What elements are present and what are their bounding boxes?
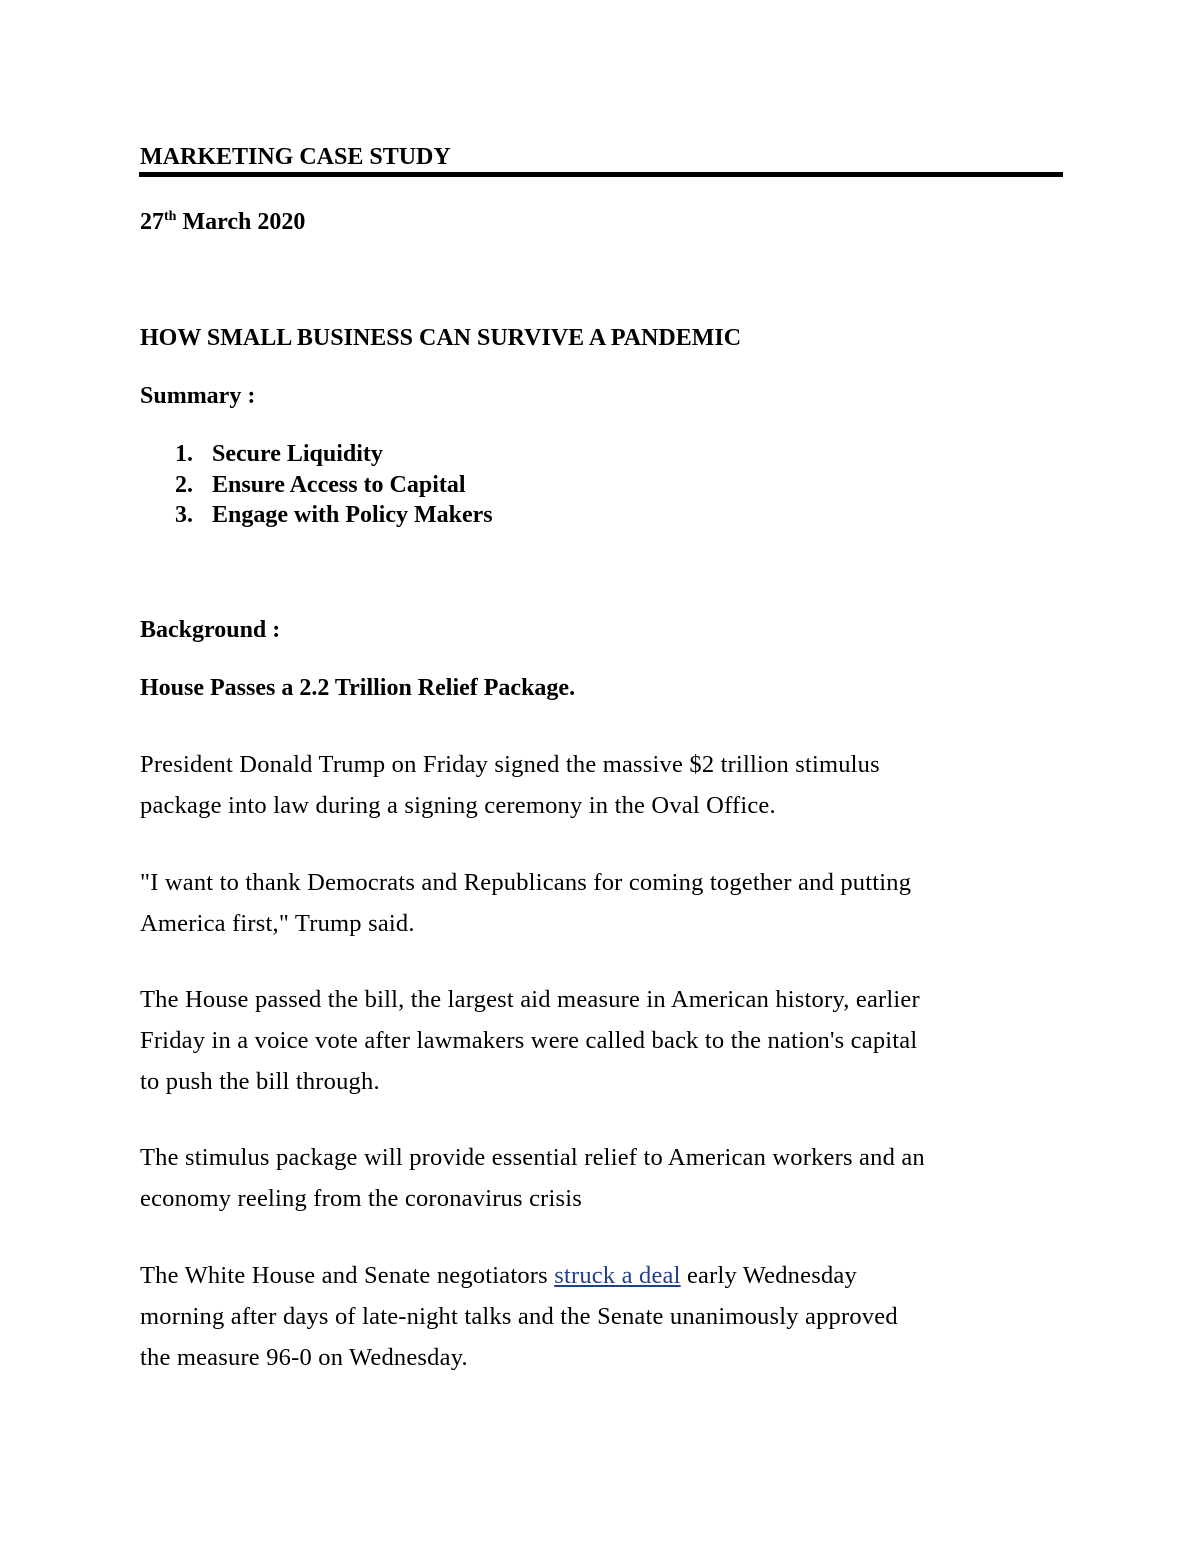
summary-item (140, 470, 493, 501)
background-label: Background : (140, 617, 281, 643)
struck-a-deal-link[interactable]: struck a deal (554, 1262, 681, 1289)
document-heading: HOW SMALL BUSINESS CAN SURVIVE A PANDEMIC (140, 325, 742, 351)
paragraph-line: America first," Trump said. (140, 910, 415, 937)
paragraph-house-vote (140, 979, 1070, 1102)
summary-item (140, 500, 493, 531)
date-month-year: March 2020 (176, 209, 306, 235)
paragraph-line: The House passed the bill, the largest aid measure in American history, earlier (140, 986, 920, 1013)
summary-list (140, 439, 493, 531)
paragraph-line: Friday in a voice vote after lawmakers were called back to the nation's capital (140, 1027, 918, 1054)
summary-item-text: Ensure Access to Capital (212, 471, 466, 498)
summary-item-number: 2. (175, 471, 193, 498)
background-subheading: House Passes a 2.2 Trillion Relief Package. (140, 675, 576, 701)
paragraph-quote (140, 862, 1070, 944)
paragraph-line: package into law during a signing ceremony in the Oval Office. (140, 792, 776, 819)
document-header-title: MARKETING CASE STUDY (140, 144, 451, 170)
summary-item-text: Secure Liquidity (212, 441, 383, 467)
summary-label: Summary : (140, 383, 256, 409)
paragraph-signing (140, 744, 1070, 826)
paragraph-line: economy reeling from the coronavirus crisis (140, 1185, 582, 1212)
summary-item (140, 439, 493, 470)
header-divider (139, 172, 1063, 177)
paragraph-line: the measure 96-0 on Wednesday. (140, 1344, 468, 1371)
summary-item-number: 3. (175, 502, 193, 528)
paragraph-text: The White House and Senate negotiators (140, 1262, 555, 1289)
paragraph-line: "I want to thank Democrats and Republicans for coming together and putting (140, 869, 912, 896)
document-date (140, 207, 305, 237)
paragraph-senate-deal (140, 1255, 1070, 1378)
paragraph-line: President Donald Trump on Friday signed the massive $2 trillion stimulus (140, 751, 880, 778)
paragraph-line: to push the bill through. (140, 1068, 380, 1095)
date-ordinal-suffix: th (164, 209, 177, 224)
summary-item-number: 1. (175, 441, 193, 467)
date-day: 27 (140, 209, 164, 235)
summary-item-text: Engage with Policy Makers (212, 502, 493, 528)
paragraph-line: morning after days of late-night talks and the Senate unanimously approved (140, 1303, 898, 1330)
paragraph-text: early Wednesday (680, 1262, 857, 1289)
paragraph-relief (140, 1137, 1070, 1219)
paragraph-line: The stimulus package will provide essential relief to American workers and an (140, 1144, 925, 1171)
